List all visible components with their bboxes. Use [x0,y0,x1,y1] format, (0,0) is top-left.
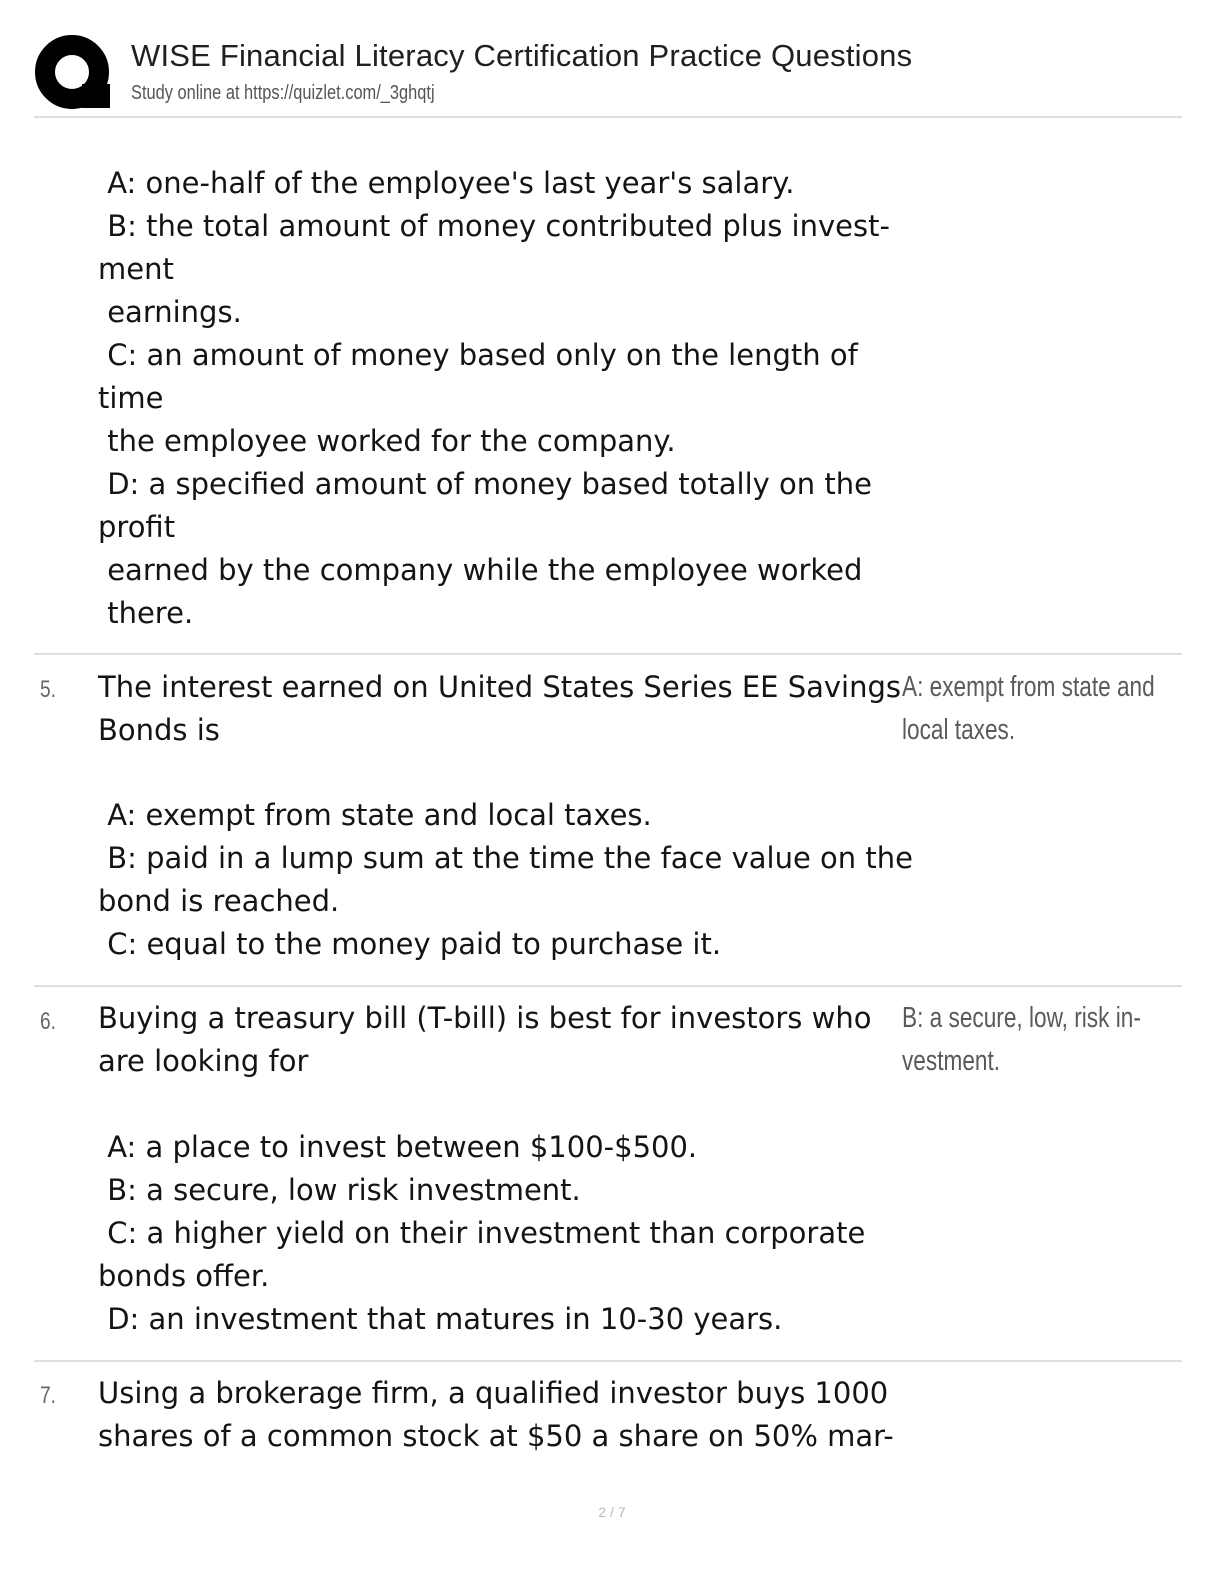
question-6-options: A: a place to invest between $100-$500. B: a secure, low risk investment. C: a higher yield on their investment than corporate bonds offer. D: an investment that matures in 10-30 years. [98,1130,866,1336]
question-divider [34,653,1182,655]
question-divider [34,1360,1182,1362]
document-header [34,34,1182,118]
quizlet-logo-icon [34,34,114,114]
question-5-number: 5. [40,676,57,703]
document-title: WISE Financial Literacy Certification Practice Questions [131,38,913,73]
question-6-number: 6. [40,1008,57,1035]
header-divider [34,116,1182,118]
question-5-options: A: exempt from state and local taxes. B: paid in a lump sum at the time the face value on the bond is reached. C: equal to the money paid to purchase it. [98,798,913,961]
question-4-options-continued: A: one-half of the employee's last year's salary. B: the total amount of money contributed plus invest- ment earnings. C: an amount of money based only on the length of time the employee worked for the company. D: a specified amount of money based totally on the profit earned by the company while the employee worked there. [98,166,890,630]
page-number: 2 / 7 [598,1504,626,1520]
question-7-text: Using a brokerage firm, a qualified investor buys 1000 shares of a common stock at $50 a share on 50% mar- [98,1376,894,1453]
question-divider [34,985,1182,987]
question-5-answer: A: exempt from state and local taxes. [902,671,1155,746]
study-online-link[interactable]: Study online at https://quizlet.com/_3ghqtj [131,82,435,104]
question-6-answer: B: a secure, low, risk in- vestment. [902,1002,1141,1077]
question-6-text: Buying a treasury bill (T-bill) is best for investors who are looking for [98,1001,872,1078]
question-5-text: The interest earned on United States Series EE Savings Bonds is [98,670,901,747]
question-7-number: 7. [40,1382,57,1409]
